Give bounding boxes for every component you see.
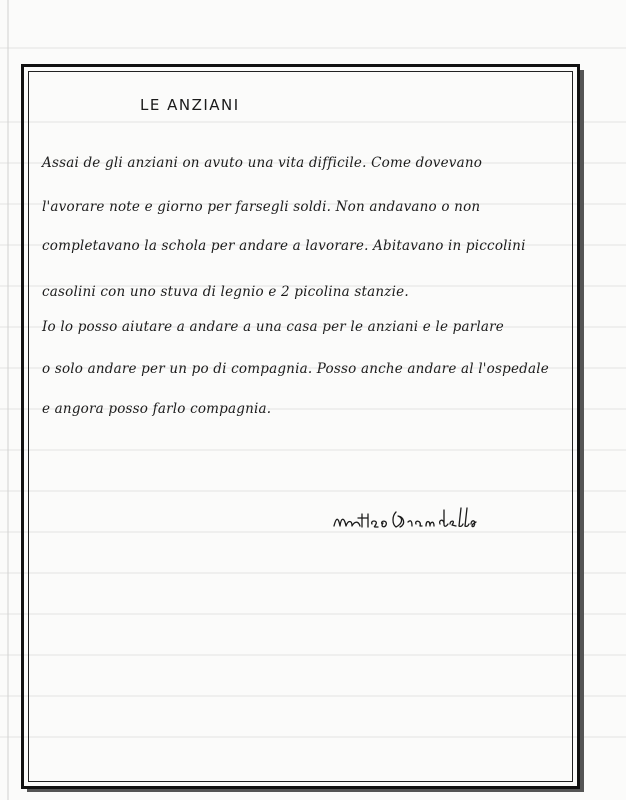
essay-line: Io lo posso aiutare a andare a una casa per le anziani e le parlare bbox=[42, 319, 504, 335]
page-border-inner bbox=[28, 71, 573, 782]
frame-shadow-right bbox=[580, 70, 584, 792]
essay-line: completavano la schola per andare a lavorare. Abitavano in piccolini bbox=[42, 238, 526, 254]
essay-line: o solo andare per un po di compagnia. Posso anche andare al l'ospedale bbox=[42, 361, 549, 377]
handwritten-signature bbox=[330, 500, 480, 540]
essay-line: l'avorare note e giorno per farsegli soldi. Non andavano o non bbox=[42, 199, 481, 215]
essay-line: casolini con uno stuva di legnio e 2 picolina stanzie. bbox=[42, 284, 409, 300]
essay-line: e angora posso farlo compagnia. bbox=[42, 401, 272, 417]
frame-shadow-bottom bbox=[27, 789, 584, 792]
essay-title: LE ANZIANI bbox=[140, 96, 240, 114]
essay-line: Assai de gli anziani on avuto una vita difficile. Come dovevano bbox=[42, 155, 483, 171]
